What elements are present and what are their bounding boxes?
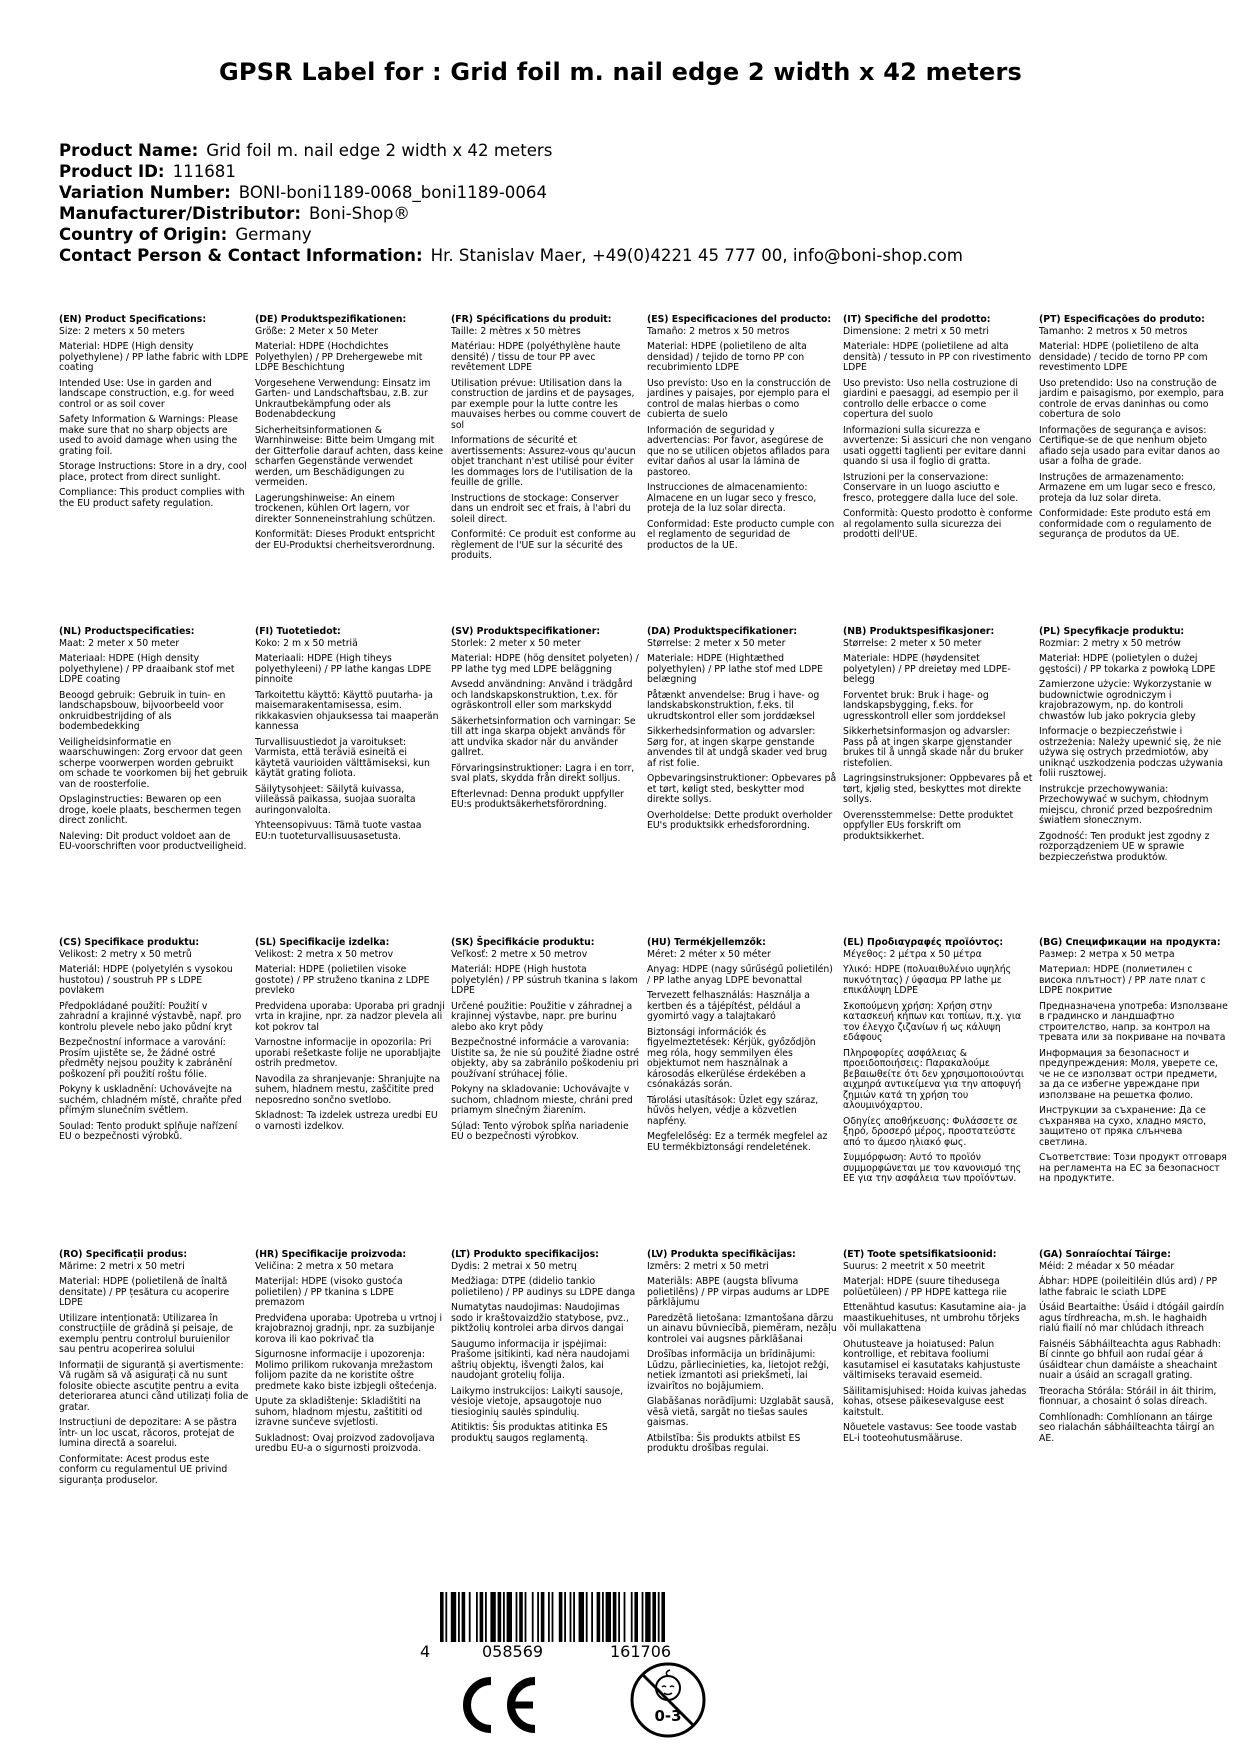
spec-block	[59, 315, 249, 514]
info-label: Product ID:	[59, 162, 165, 181]
spec-paragraph: Μέγεθος: 2 μέτρα x 50 μέτρα	[843, 948, 982, 960]
spec-paragraph: Určené použitie: Použitie v záhradnej a krajinnej výstavbe, napr. pre burinu alebo ako kryt pôdy	[451, 1000, 633, 1033]
barcode-bar	[586, 1592, 588, 1642]
spec-paragraph: Ábhar: HDPE (poileitiléin dlús ard) / PP lathe fabraic le sciath LDPE	[1039, 1276, 1218, 1298]
spec-paragraph: Informações de segurança e avisos: Certifique-se de que nenhum objeto afiado seja usado para evitar danos ao usar a folha de grade.	[1039, 424, 1220, 467]
spec-paragraph: Conformidad: Este producto cumple con el reglamento de seguridad de productos de la UE.	[647, 518, 835, 551]
barcode-bar	[564, 1592, 566, 1642]
info-value: 111681	[172, 162, 236, 181]
spec-paragraph: Zgodność: Ten produkt jest zgodny z rozporządzeniem UE w sprawie bezpieczeństwa produktów.	[1039, 830, 1210, 863]
spec-paragraph: Materijal: HDPE (visoko gustoća polietilen) / PP tkanina s LDPE premazom	[255, 1276, 403, 1308]
spec-paragraph: Méret: 2 méter x 50 méter	[647, 948, 771, 960]
spec-paragraph: Istruzioni per la conservazione: Conservare in un luogo asciutto e fresco, proteggere dalla luce del sole.	[843, 471, 1019, 504]
spec-paragraph: Suurus: 2 meetrit x 50 meetrit	[843, 1260, 985, 1272]
spec-heading: (HR) Specifikacije proizvoda:	[255, 1249, 407, 1260]
spec-paragraph: Atbilstība: Šis produkts atbilst ES produktu drošības regulai.	[647, 1432, 801, 1454]
barcode-bar	[591, 1592, 593, 1642]
barcode-bar	[658, 1592, 660, 1642]
spec-paragraph: Súlad: Tento výrobok spĺňa nariadenie EÚ o bezpečnosti výrobkov.	[451, 1120, 629, 1142]
spec-block	[843, 627, 1033, 847]
barcode-bar	[537, 1592, 539, 1642]
spec-paragraph: Atitiktis: Šis produktas atitinka ES produktų saugos reglamentą.	[451, 1422, 608, 1444]
ce-mark-icon	[455, 1675, 540, 1735]
spec-heading: (FI) Tuotetiedot:	[255, 626, 341, 637]
spec-paragraph: Säilitamisjuhised: Hoida kuivas jahedas kohas, otsese päikesevalguse eest kaitstult.	[843, 1385, 1027, 1418]
spec-paragraph: Instruções de armazenamento: Armazene em um lugar seco e fresco, proteja da luz solar direta.	[1039, 471, 1216, 504]
spec-paragraph: Påtænkt anvendelse: Brug i have- og landskabskonstruktion, f.eks. til ukrudtskontrol eller som jorddæksel	[647, 689, 820, 722]
barcode-bar	[532, 1592, 534, 1642]
info-label: Product Name:	[59, 141, 199, 160]
spec-block	[451, 627, 641, 816]
spec-block	[647, 938, 837, 1158]
spec-paragraph: Materiale: HDPE (polietilene ad alta densità) / tessuto in PP con rivestimento LDPE	[843, 341, 1032, 373]
spec-paragraph: Οδηγίες αποθήκευσης: Φυλάσσετε σε ξηρό, δροσερό μέρος, προστατεύστε από το άμεσο ηλιακό φως.	[843, 1115, 1018, 1148]
spec-paragraph: Koko: 2 m x 50 metriä	[255, 637, 358, 649]
barcode-bar	[597, 1592, 601, 1642]
spec-paragraph: Tamanho: 2 metros x 50 metros	[1039, 325, 1188, 337]
spec-paragraph: Material: HDPE (polietileno de alta densidade) / tecido de torno PP com revestimento LDPE	[1039, 341, 1208, 373]
barcode-bar	[552, 1592, 554, 1642]
spec-heading: (DA) Produktspecifikationer:	[647, 626, 798, 637]
spec-paragraph: Glabāšanas norādījumi: Uzglabāt sausā, vēsā vietā, sargāt no tiešas saules gaismas.	[647, 1396, 834, 1428]
spec-paragraph: Lagerungshinweise: An einem trockenen, kühlen Ort lagern, vor direkter Sonneneinstrahlung schützen.	[255, 492, 436, 525]
spec-paragraph: Instrucciones de almacenamiento: Almacene en un lugar seco y fresco, proteja de la luz solar directa.	[647, 482, 817, 514]
spec-paragraph: Sikkerhedsinformation og advarsler: Sørg for, at ingen skarpe genstande anvendes til at undgå skader ved brug af rist folie.	[647, 726, 828, 769]
spec-paragraph: Velikost: 2 metry x 50 metrů	[59, 948, 192, 960]
spec-paragraph: Overensstemmelse: Dette produktet oppfyller EUs forskrift om produktsikkerhet.	[843, 809, 1014, 842]
info-label: Variation Number:	[59, 183, 231, 202]
spec-paragraph: Ettenähtud kasutus: Kasutamine aia- ja maastikuehituses, nt umbrohu tõrjeks või mullakattena	[843, 1302, 1027, 1334]
spec-paragraph: Tamaño: 2 metros x 50 metros	[647, 325, 790, 337]
barcode-bar	[490, 1592, 495, 1642]
spec-paragraph: Varnostne informacije in opozorila: Pri uporabi rešetkaste folije ne uporabljajte ostrih predmetov.	[255, 1037, 441, 1069]
barcode-bar	[498, 1592, 502, 1642]
spec-heading: (SV) Produktspecifikationer:	[451, 626, 601, 637]
spec-paragraph: Materiale: HDPE (høydensitet polyetylen) / PP dreietøy med LDPE-belegg	[843, 653, 1011, 685]
spec-paragraph: Πληροφορίες ασφάλειας & προειδοποιήσεις: Παρακαλούμε βεβαιωθείτε ότι δεν χρησιμοποιούνται αιχμηρά αντικείμενα για την αποφυγή ζημιών κατά τη χρήση του αλουμινόχαρτου.	[843, 1047, 1025, 1111]
spec-heading: (NB) Produktspesifikasjoner:	[843, 626, 995, 637]
spec-paragraph: Nõuetele vastavus: See toode vastab EL-i tooteohutusmääruse.	[843, 1422, 1017, 1444]
spec-block	[647, 627, 837, 837]
barcode-bar	[548, 1592, 550, 1642]
barcode-prefix: 4	[420, 1642, 431, 1661]
spec-paragraph: Bezpečnostní informace a varování: Prosím ujistěte se, že žádné ostré předměty nejsou použity k zabránění poškození při použití roštu fólie.	[59, 1037, 233, 1080]
spec-paragraph: Naleving: Dit product voldoet aan de EU-voorschriften voor productveiligheid.	[59, 830, 247, 852]
spec-block	[59, 627, 249, 858]
spec-paragraph: Uso pretendido: Uso na construção de jardim e paisagismo, por exemplo, para controle de ervas daninhas ou como cobertura de solo	[1039, 377, 1224, 420]
barcode-bar	[624, 1592, 626, 1642]
spec-block	[451, 315, 641, 567]
barcode-bar	[445, 1592, 447, 1642]
spec-paragraph: Ohutusteave ja hoiatused: Palun kontrollige, et rebitava fooliumi kasutamisel ei kasutataks kahjustuste vältimiseks teravaid esemeid.	[843, 1338, 1021, 1381]
spec-paragraph: Forventet bruk: Bruk i hage- og landskapsbygging, f.eks. for ugresskontroll eller som jorddeksel	[843, 689, 1006, 722]
barcode-bar	[579, 1592, 584, 1642]
spec-paragraph: Pokyny na skladovanie: Uchovávajte v suchom, chladnom mieste, chráni pred priamym slnečným žiarením.	[451, 1084, 633, 1116]
barcode-bar	[642, 1592, 644, 1642]
spec-block	[255, 1250, 445, 1460]
barcode-bar	[573, 1592, 575, 1642]
spec-paragraph: Tarkoitettu käyttö: Käyttö puutarha- ja maisemarakentamisessa, esim. rikkakasvien ohjauksessa tai maaperän kannessa	[255, 689, 439, 732]
info-value: Germany	[235, 225, 312, 244]
barcode-bar	[485, 1592, 487, 1642]
barcode-bar	[507, 1592, 512, 1642]
spec-paragraph: Biztonsági információk és figyelmeztetések: Kérjük, győződjön meg róla, hogy semmilyen éles objektumot nem használnak a károsodás elkerülése érdekében a csónakázás során.	[647, 1026, 816, 1090]
spec-paragraph: Material: HDPE (polietilen visoke gostote) / PP struženo tkanina z LDPE prevleko	[255, 964, 430, 996]
spec-heading: (IT) Specifiche del prodotto:	[843, 314, 991, 325]
spec-paragraph: Material: HDPE (hög densitet polyeten) / PP lathe tyg med LDPE beläggning	[451, 653, 639, 675]
spec-block	[255, 938, 445, 1137]
spec-paragraph: Pokyny k uskladnění: Uchovávejte na suchém, chladném místě, chraňte před přímým slunečním světlem.	[59, 1084, 242, 1116]
info-row	[59, 224, 963, 245]
barcode-bar	[652, 1592, 656, 1642]
spec-paragraph: Předpokládané použití: Použití v zahradní a krajinné výstavbě, např. pro kontrolu plevele nebo jako půdní kryt	[59, 1000, 242, 1033]
spec-paragraph: Dimensione: 2 metri x 50 metri	[843, 325, 989, 337]
spec-paragraph: Material: HDPE (polietileno de alta densidad) / tejido de torno PP con recubrimiento LDPE	[647, 341, 807, 373]
spec-paragraph: Taille: 2 mètres x 50 mètres	[451, 325, 581, 337]
spec-paragraph: Utilisation prévue: Utilisation dans la construction de jardins et de paysages, par exemple pour la lutte contre les mauvaises herbes ou comme couvert de sol	[451, 377, 641, 431]
spec-heading: (PL) Specyfikacje produktu:	[1039, 626, 1185, 637]
spec-block	[59, 938, 249, 1148]
spec-paragraph: Información de seguridad y advertencias: Por favor, asegúrese de que no se utilicen objetos afilados para evitar daños al usar la lámina de pastoreo.	[647, 424, 830, 478]
spec-paragraph: Veličina: 2 metra x 50 metara	[255, 1260, 394, 1272]
spec-heading: (EN) Product Specifications:	[59, 314, 207, 325]
barcode-bar	[480, 1592, 484, 1642]
barcode-bar	[602, 1592, 604, 1642]
spec-paragraph: Instructions de stockage: Conserver dans un endroit sec et frais, à l'abri du soleil direct.	[451, 492, 631, 525]
spec-paragraph: Turvallisuustiedot ja varoitukset: Varmista, että teräviä esineitä ei käytetä vaurioiden välttämiseksi, kun käytät grating foliota.	[255, 736, 430, 779]
spec-paragraph: Съответствие: Този продукт отговаря на регламента на ЕС за безопасност на продуктите.	[1039, 1152, 1227, 1184]
spec-heading: (SL) Specifikacije izdelka:	[255, 937, 390, 948]
spec-heading: (LV) Produkta specifikācijas:	[647, 1249, 796, 1260]
spec-paragraph: Material: HDPE (polietilenă de înaltă densitate) / PP țesătura cu acoperire LDPE	[59, 1276, 230, 1308]
spec-paragraph: Efterlevnad: Denna produkt uppfyller EU:s produktsäkerhetsförordning.	[451, 788, 624, 810]
spec-paragraph: Materiál: HDPE (polyetylén s vysokou hustotou) / soustruh PP s LDPE povlakem	[59, 964, 233, 996]
spec-heading: (LT) Produkto specifikacijos:	[451, 1249, 599, 1260]
spec-paragraph: Informacje o bezpieczeństwie i ostrzeżenia: Należy upewnić się, że nie używa się ostrych przedmiotów, aby uniknąć uszkodzenia podczas używania folii rusztowej.	[1039, 726, 1224, 779]
spec-paragraph: Συμμόρφωση: Αυτό το προϊόν συμμορφώνεται με τον κανονισμό της ΕΕ για την ασφάλεια των προϊόντων.	[843, 1152, 1022, 1184]
barcode-bar	[661, 1592, 665, 1642]
barcode-bar	[476, 1592, 478, 1642]
barcode-bar	[634, 1592, 638, 1642]
barcode-bar	[458, 1592, 460, 1642]
spec-paragraph: Instrukcje przechowywania: Przechowywać w suchym, chłodnym miejscu, chronić przed bezpośrednim światłem słonecznym.	[1039, 783, 1213, 826]
spec-paragraph: Материал: HDPE (полиетилен с висока плътност) / PP лате плат с LDPE покритие	[1039, 964, 1206, 996]
not-for-children-0-3-icon	[628, 1660, 708, 1740]
info-value: Boni-Shop®	[309, 204, 410, 223]
barcode-bar	[541, 1592, 545, 1642]
spec-paragraph: Izmērs: 2 metri x 50 metri	[647, 1260, 769, 1272]
spec-block	[843, 1250, 1033, 1449]
spec-block	[843, 315, 1033, 546]
spec-block	[59, 1250, 249, 1491]
spec-paragraph: Υλικό: HDPE (πολυαιθυλένιο υψηλής πυκνότητας) / ύφασμα PP lathe με επικάλυψη LDPE	[843, 964, 1012, 996]
spec-paragraph: Maat: 2 meter x 50 meter	[59, 637, 180, 649]
spec-paragraph: Lagringsinstruksjoner: Oppbevares på et tørt, kjølig sted, beskyttes mot direkte sollys.	[843, 773, 1033, 805]
spec-paragraph: Size: 2 meters x 50 meters	[59, 325, 185, 337]
spec-paragraph: Uso previsto: Uso nella costruzione di giardini e paesaggi, ad esempio per il controllo delle erbacce o come copertura del suolo	[843, 377, 1019, 420]
spec-paragraph: Storlek: 2 meter x 50 meter	[451, 637, 581, 649]
spec-paragraph: Informazioni sulla sicurezza e avvertenze: Si assicuri che non vengano usati oggetti taglienti per evitare danni quando si usa il foglio di gratta.	[843, 424, 1032, 467]
spec-block	[1039, 1250, 1229, 1449]
barcode-bar	[451, 1592, 456, 1642]
spec-paragraph: Размер: 2 метра x 50 метра	[1039, 948, 1175, 960]
spec-paragraph: Intended Use: Use in garden and landscape construction, e.g. for weed control or as soil cover	[59, 377, 235, 410]
barcode-right-digits: 161706	[610, 1642, 672, 1661]
spec-block	[451, 938, 641, 1148]
spec-paragraph: Conformidade: Este produto está em conformidade com o regulamento de segurança de produtos da UE.	[1039, 508, 1212, 540]
spec-paragraph: Größe: 2 Meter x 50 Meter	[255, 325, 379, 337]
spec-paragraph: Størrelse: 2 meter x 50 meter	[647, 637, 786, 649]
spec-paragraph: Numatytas naudojimas: Naudojimas sodo ir kraštovaizdžio statybose, pvz., piktžolių kontrolei arba dirvos dangai	[451, 1302, 629, 1334]
spec-paragraph: Sikkerhetsinformasjon og advarsler: Pass på at ingen skarpe gjenstander brukes til å unngå skade når du bruker ristefolien.	[843, 726, 1024, 769]
spec-paragraph: Förvaringsinstruktioner: Lagra i en torr, sval plats, skydda från direkt solljus.	[451, 762, 635, 784]
spec-paragraph: Opslaginstructies: Bewaren op een droge, koele plaats, beschermen tegen direct zonlicht.	[59, 794, 242, 826]
spec-paragraph: Materiaal: HDPE (High density polyethylene) / PP draaibank stof met LDPE coating	[59, 653, 235, 685]
info-label: Contact Person & Contact Information:	[59, 246, 423, 265]
spec-paragraph: Информация за безопасност и предупреждения: Моля, уверете се, че не се използват остри предмети, за да се избегне увреждане при използване на решетка фолио.	[1039, 1047, 1219, 1101]
spec-paragraph: Utilizare intenționată: Utilizarea în construcțiile de grădină și peisaje, de exemplu pentru controlul buruienilor sau pentru acoperirea solului	[59, 1312, 234, 1355]
spec-heading: (NL) Productspecificaties:	[59, 626, 195, 637]
info-value: BONI-boni1189-0068_boni1189-0064	[238, 183, 548, 202]
spec-paragraph: Informații de siguranță și avertismente: Vă rugăm să vă asigurați că nu sunt folosite obiecte ascuțite pentru a evita deteriorarea atunci când utilizați folia de gratar.	[59, 1359, 249, 1413]
spec-paragraph: Sigurnosne informacije i upozorenja: Molimo prilikom rukovanja mrežastom folijom pazite da ne koristite oštre predmete kako biste izbjegli oštećenja.	[255, 1349, 438, 1392]
spec-paragraph: Veiligheidsinformatie en waarschuwingen: Zorg ervoor dat geen scherpe voorwerpen worden gebruikt om schade te voorkomen bij het gebruik van de roosterfolie.	[59, 736, 248, 790]
info-value: Hr. Stanislav Maer, +49(0)4221 45 777 00, info@boni-shop.com	[430, 246, 963, 265]
info-row	[59, 245, 963, 266]
spec-heading: (FR) Spécifications du produit:	[451, 314, 612, 325]
spec-paragraph: Tervezett felhasználás: Használja a kertben és a tájépítést, például a gyomirtó vagy a talajtakaró	[647, 990, 810, 1022]
spec-paragraph: Megfelelőség: Ez a termék megfelel az EU termékbiztonsági rendeletének.	[647, 1131, 828, 1153]
barcode-bar	[618, 1592, 620, 1642]
info-row	[59, 161, 963, 182]
spec-paragraph: Beoogd gebruik: Gebruik in tuin- en landschapsbouw, bijvoorbeeld voor onkruidbestrijding of als bodembedekking	[59, 689, 226, 732]
spec-paragraph: Materiał: HDPE (polietylen o dużej gęstości) / PP tokarka z powłoką LDPE	[1039, 653, 1216, 675]
product-info	[59, 140, 963, 266]
spec-paragraph: Matériau: HDPE (polyéthylène haute densité) / tissu de tour PP avec revêtement LDPE	[451, 341, 621, 373]
spec-paragraph: Informations de sécurité et avertissements: Assurez-vous qu'aucun objet tranchant n'est utilisé pour éviter les dommages lors de l'utilisation de la feuille de grille.	[451, 435, 636, 488]
spec-paragraph: Faisnéis Sábháilteachta agus Rabhadh: Bí cinnte go bhfuil aon rudaí géar á úsáidtear chun damáiste a sheachaint nuair a úsáid an scragall grating.	[1039, 1338, 1221, 1381]
spec-block	[647, 1250, 837, 1460]
barcode-left-digits: 058569	[482, 1642, 544, 1661]
spec-paragraph: Vorgesehene Verwendung: Einsatz im Garten- und Landschaftsbau, z.B. zur Unkrautbekämpfung oder als Bodenabdeckung	[255, 377, 431, 420]
spec-paragraph: Predviđena uporaba: Upotreba u vrtnoj i krajobraznoj gradnji, npr. za suzbijanje korova ili kao pokrivač tla	[255, 1312, 443, 1345]
spec-heading: (HU) Termékjellemzők:	[647, 937, 766, 948]
spec-block	[451, 1250, 641, 1449]
spec-paragraph: Sukladnost: Ovaj proizvod zadovoljava uredbu EU-a o sigurnosti proizvoda.	[255, 1432, 435, 1454]
barcode-bar	[440, 1592, 444, 1642]
spec-paragraph: Medžiaga: DTPE (didelio tankio polietileno) / PP audinys su LDPE danga	[451, 1276, 636, 1298]
spec-heading: (EL) Προδιαγραφές προϊόντος:	[843, 937, 1004, 948]
spec-paragraph: Säkerhetsinformation och varningar: Se till att inga skarpa objekt används för att undvika skador när du använder gallret.	[451, 715, 636, 758]
barcode-bar	[462, 1592, 466, 1642]
barcode-bar	[503, 1592, 505, 1642]
spec-paragraph: Bezpečnostné informácie a varovania: Uistite sa, že nie sú použité žiadne ostré objekty, aby sa zabránilo poškodeniu pri používaní strúhacej fólie.	[451, 1037, 640, 1080]
spec-paragraph: Rozmiar: 2 metry x 50 metrów	[1039, 637, 1181, 649]
barcode-bar	[570, 1592, 572, 1642]
spec-block	[255, 315, 445, 556]
spec-paragraph: Úsáid Beartaithe: Úsáid i dtógáil gairdín agus tírdhreacha, m.sh. le haghaidh rialú fiailí nó mar chlúdach ithreach	[1039, 1302, 1225, 1334]
spec-heading: (BG) Спецификации на продукта:	[1039, 937, 1221, 948]
spec-heading: (GA) Sonraíochtaí Táirge:	[1039, 1249, 1171, 1260]
spec-paragraph: Инструкции за съхранение: Да се съхранява на сухо, хладно място, защитено от пряка слънчева светлина.	[1039, 1105, 1207, 1148]
spec-paragraph: Velikost: 2 metra x 50 metrov	[255, 948, 394, 960]
spec-paragraph: Säilytysohjeet: Säilytä kuivassa, viileässä paikassa, suojaa suoralta auringonvalolta.	[255, 783, 416, 816]
spec-paragraph: Uso previsto: Uso en la construcción de jardines y paisajes, por ejemplo para el control de malas hierbas o como cubierta de suelo	[647, 377, 831, 420]
barcode	[440, 1592, 750, 1642]
spec-paragraph: Upute za skladištenje: Skladištiti na suhom, hladnom mjestu, zaštititi od izravne sunčeve svjetlosti.	[255, 1396, 423, 1428]
spec-paragraph: Navodila za shranjevanje: Shranjujte na suhem, hladnem mestu, zaščitite pred neposredno sončno svetlobo.	[255, 1073, 441, 1106]
spec-paragraph: Laikymo instrukcijos: Laikyti sausoje, vėsioje vietoje, apsaugotoje nuo tiesioginių saulės spindulių.	[451, 1385, 624, 1418]
spec-paragraph: Anyag: HDPE (nagy sűrűségű polietilén) / PP lathe anyag LDPE bevonattal	[647, 964, 833, 986]
info-label: Country of Origin:	[59, 225, 228, 244]
spec-heading: (PT) Especificações do produto:	[1039, 314, 1205, 325]
spec-paragraph: Conformitate: Acest produs este conform cu regulamentul UE privind siguranța produselor.	[59, 1453, 228, 1486]
spec-paragraph: Avsedd användning: Använd i trädgård och landskapskonstruktion, t.ex. för ogräskontroll eller som markskydd	[451, 679, 633, 711]
spec-paragraph: Materjal: HDPE (suure tihedusega polüetüleen) / PP HDPE kattega riie	[843, 1276, 1007, 1298]
spec-paragraph: Comhlíonadh: Comhlíonann an táirge seo rialachán sábháilteachta táirgí an AE.	[1039, 1411, 1215, 1444]
barcode-bar	[559, 1592, 563, 1642]
spec-heading: (SK) Špecifikácie produktu:	[451, 937, 595, 948]
spec-paragraph: Material: HDPE (High density polyethylene) / PP lathe fabric with LDPE coating	[59, 341, 249, 373]
info-label: Manufacturer/Distributor:	[59, 204, 302, 223]
spec-paragraph: Materiale: HDPE (Hightæthed polyethylen) / PP lathe stof med LDPE belægning	[647, 653, 823, 685]
spec-paragraph: Paredzētā lietošana: Izmantošana dārzu un ainavu būvniecībā, piemēram, nezāļu kontrolei vai augsnes pārklāšanai	[647, 1312, 837, 1345]
spec-paragraph: Materiaali: HDPE (High tiheys polyethyleeni) / PP lathe kangas LDPE pinnoite	[255, 653, 432, 685]
spec-block	[255, 627, 445, 847]
info-row	[59, 182, 963, 203]
spec-heading: (ES) Especificaciones del producto:	[647, 314, 832, 325]
spec-paragraph: Opbevaringsinstruktioner: Opbevares på et tørt, køligt sted, beskytter mod direkte sollys.	[647, 773, 837, 805]
barcode-bar	[631, 1592, 633, 1642]
spec-paragraph: Conformité: Ce produit est conforme au règlement de l'UE sur la sécurité des produits.	[451, 529, 636, 561]
spec-paragraph: Predvidena uporaba: Uporaba pri gradnji vrta in krajine, npr. za nadzor plevela ali kot pokrov tal	[255, 1000, 445, 1033]
spec-paragraph: Skladnost: Ta izdelek ustreza uredbi EU o varnosti izdelkov.	[255, 1110, 438, 1132]
barcode-bar	[516, 1592, 518, 1642]
spec-paragraph: Material: HDPE (Hochdichtes Polyethylen) / PP Drehergewebe mit LDPE Beschichtung	[255, 341, 423, 373]
spec-paragraph: Dydis: 2 metrai x 50 metrų	[451, 1260, 577, 1272]
spec-heading: (CS) Specifikace produktu:	[59, 937, 200, 948]
spec-paragraph: Overholdelse: Dette produkt overholder EU's produktsikk erhedsforordning.	[647, 809, 833, 831]
spec-paragraph: Storage Instructions: Store in a dry, cool place, protect from direct sunlight.	[59, 461, 247, 483]
spec-paragraph: Materiál: HDPE (High hustota polyetylén) / PP sústruh tkanina s lakom LDPE	[451, 964, 638, 996]
spec-paragraph: Mărime: 2 metri x 50 metri	[59, 1260, 185, 1272]
spec-paragraph: Yhteensopivuus: Tämä tuote vastaa EU:n tuoteturvallisuusasetusta.	[255, 820, 422, 842]
spec-paragraph: Drošības informācija un brīdinājumi: Lūdzu, pārliecinieties, ka, lietojot režģi, netiek izmantoti asi priekšmeti, lai izvairītos no bojājumiem.	[647, 1349, 830, 1392]
spec-paragraph: Zamierzone użycie: Wykorzystanie w budownictwie ogrodniczym i krajobrazowym, np. do kontroli chwastów lub jako pokrycia gleby	[1039, 679, 1212, 722]
barcode-bar	[606, 1592, 611, 1642]
barcode-bar	[469, 1592, 471, 1642]
spec-paragraph: Instrucțiuni de depozitare: A se păstra într- un loc uscat, răcoros, protejat de lumina directă a soarelui.	[59, 1417, 237, 1449]
barcode-bar	[645, 1592, 650, 1642]
spec-paragraph: Materiāls: ABPE (augsta blīvuma polietilēns) / PP virpas audums ar LDPE pārklājumu	[647, 1276, 830, 1308]
spec-paragraph: Conformità: Questo prodotto è conforme al regolamento sulla sicurezza dei prodotti dell'UE.	[843, 508, 1033, 540]
svg-text:0-3: 0-3	[654, 1707, 682, 1725]
info-row	[59, 140, 963, 161]
spec-paragraph: Méid: 2 méadar x 50 méadar	[1039, 1260, 1175, 1272]
spec-block	[1039, 627, 1229, 868]
barcode-bar	[519, 1592, 523, 1642]
barcode-bar	[525, 1592, 527, 1642]
spec-heading: (RO) Specificații produs:	[59, 1249, 188, 1260]
info-row	[59, 203, 963, 224]
spec-paragraph: Treoracha Stórála: Stóráil in áit thirim, fionnuar, a chosaint ó solas díreach.	[1039, 1385, 1217, 1407]
spec-paragraph: Veľkosť: 2 metre x 50 metrov	[451, 948, 588, 960]
spec-paragraph: Størrelse: 2 meter x 50 meter	[843, 637, 982, 649]
spec-paragraph: Tárolási utasítások: Üzlet egy száraz, hűvös helyen, védje a közvetlen napfény.	[647, 1094, 819, 1127]
barcode-bar	[613, 1592, 617, 1642]
spec-paragraph: Soulad: Tento produkt splňuje nařízení EU o bezpečnosti výrobků.	[59, 1120, 238, 1142]
spec-paragraph: Предназначена употреба: Използване в градинско и ландшафтно строителство, напр. за контрол на тревата или за покриване на почвата	[1039, 1000, 1228, 1043]
spec-heading: (DE) Produktspezifikationen:	[255, 314, 407, 325]
spec-paragraph: Safety Information & Warnings: Please make sure that no sharp objects are used to avoid damage when using the grating foil.	[59, 414, 238, 457]
spec-block	[647, 315, 837, 556]
spec-heading: (ET) Toote spetsifikatsioonid:	[843, 1249, 997, 1260]
spec-paragraph: Σκοπούμενη χρήση: Χρήση στην κατασκευή κήπων και τοπίων, π.χ. για τον έλεγχο ζιζανίων ή ως κάλυψη εδάφους	[843, 1000, 1022, 1043]
spec-paragraph: Compliance: This product complies with the EU product safety regulation.	[59, 487, 245, 509]
label-title: GPSR Label for : Grid foil m. nail edge 2 width x 42 meters	[219, 58, 1022, 86]
spec-paragraph: Saugumo informacija ir įspėjimai: Prašome įsitikinti, kad nėra naudojami aštrių objektų, išvengti žalos, kai naudojant grotelių folija.	[451, 1338, 630, 1381]
spec-block	[1039, 315, 1229, 546]
spec-paragraph: Sicherheitsinformationen & Warnhinweise: Bitte beim Umgang mit der Gitterfolie darauf achten, dass keine scharfen Gegenstände verwendet werden, um Beschädigungen zu vermeiden.	[255, 424, 444, 488]
spec-block	[843, 938, 1033, 1190]
spec-paragraph: Konformität: Dieses Produkt entspricht der EU-Produktsi cherheitsverordnung.	[255, 529, 436, 551]
info-value: Grid foil m. nail edge 2 width x 42 meters	[206, 141, 553, 160]
spec-block	[1039, 938, 1229, 1190]
